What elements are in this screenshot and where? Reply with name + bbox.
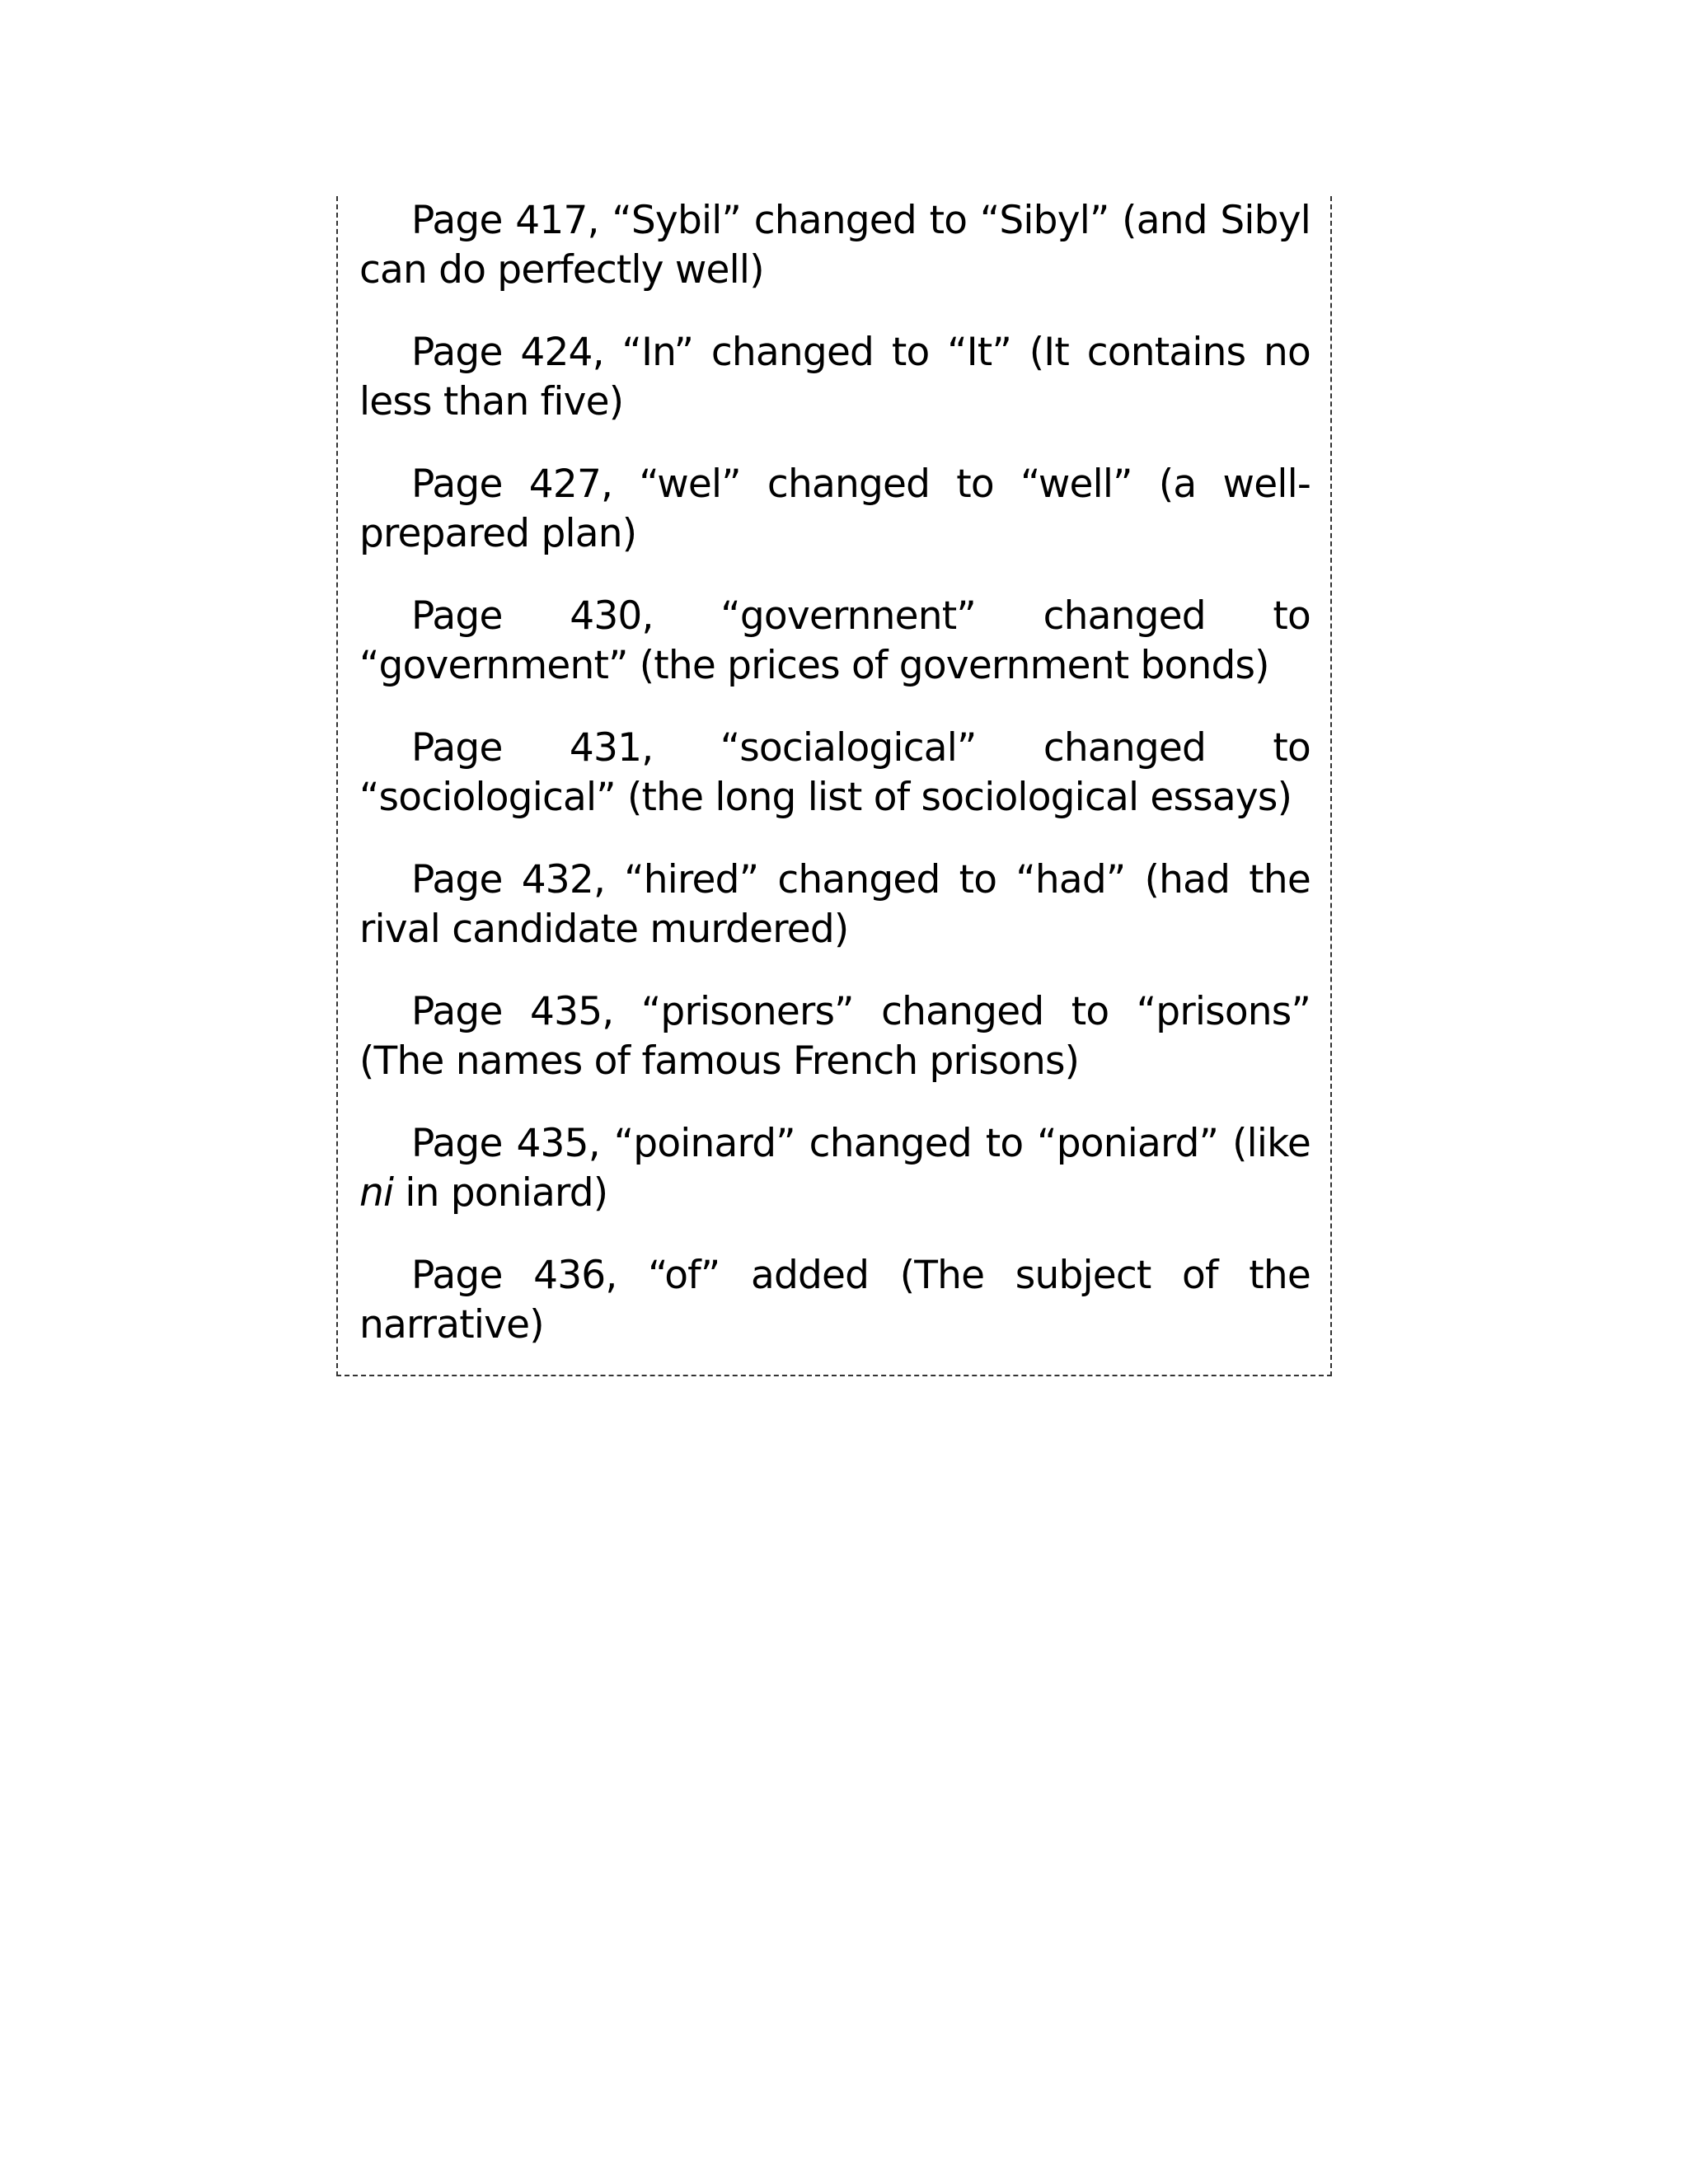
note-entry-page-430: Page 430, “governnent” changed to “government” (the prices of government bonds) <box>359 593 1311 688</box>
note-entry-page-431: Page 431, “socialogical” changed to “sociological” (the long list of sociological essays) <box>359 725 1311 820</box>
note-entry-page-427: Page 427, “wel” changed to “well” (a well-prepared plan) <box>359 462 1311 556</box>
note-entry-page-435-poniard <box>359 1119 1311 1218</box>
note-entry-page-432: Page 432, “hired” changed to “had” (had the rival candidate murdered) <box>359 857 1311 952</box>
note-entry-page-424: Page 424, “In” changed to “It” (It contains no less than five) <box>359 330 1311 424</box>
note-entry-page-435-prisons: Page 435, “prisoners” changed to “prisons” (The names of famous French prisons) <box>359 989 1311 1084</box>
note-italic-term: ni <box>359 1170 394 1216</box>
note-entry-page-436: Page 436, “of” added (The subject of the narrative) <box>359 1253 1311 1347</box>
note-text-before: Page 435, “poinard” changed to “poniard” (like <box>411 1121 1311 1166</box>
note-entry-page-417: Page 417, “Sybil” changed to “Sibyl” (and Sibyl can do perfectly well) <box>359 198 1311 293</box>
note-text-after: in poniard) <box>393 1170 608 1216</box>
transcriber-notes-box <box>336 196 1332 1376</box>
